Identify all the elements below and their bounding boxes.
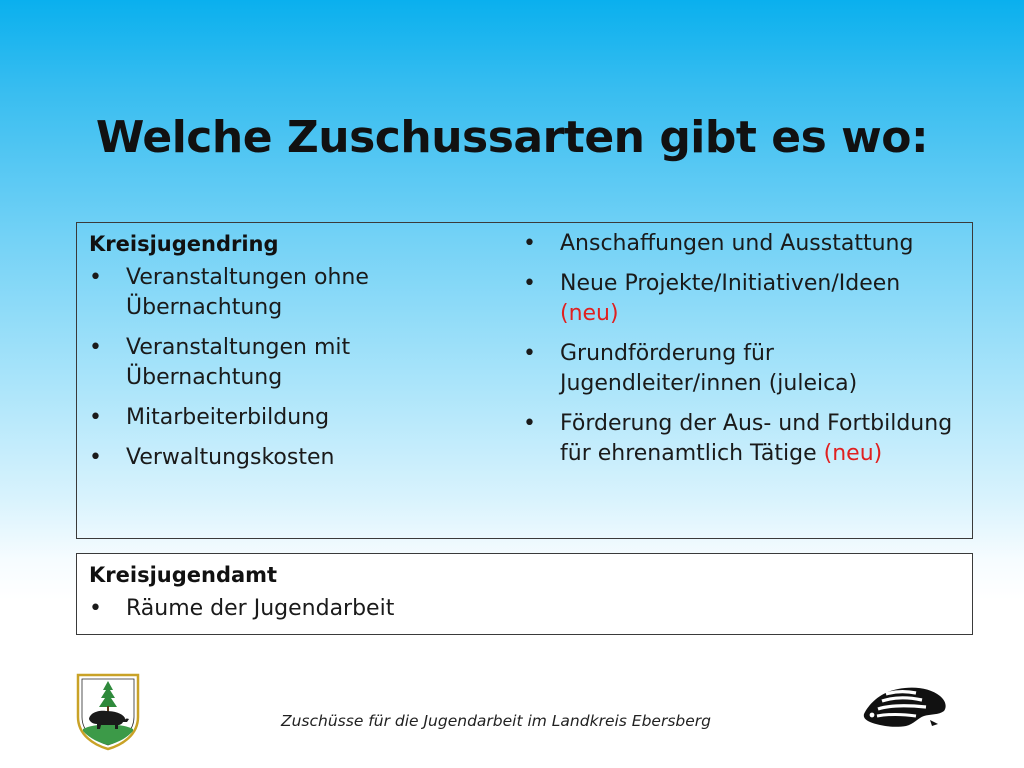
kreisjugendring-box bbox=[76, 222, 973, 539]
list-item bbox=[523, 269, 963, 329]
bullet-dot: • bbox=[523, 411, 536, 436]
list-item-text: Grundförderung für Jugendleiter/innen (juleica) bbox=[560, 341, 858, 396]
kreisjugendring-heading: Kreisjugendring bbox=[89, 232, 279, 256]
bullet-dot: • bbox=[523, 341, 536, 366]
new-tag: (neu) bbox=[560, 301, 619, 326]
slide-title: Welche Zuschussarten gibt es wo: bbox=[95, 112, 929, 163]
list-item bbox=[89, 333, 489, 393]
kreisjugendamt-list bbox=[89, 594, 489, 624]
kreisjugendamt-box bbox=[76, 553, 973, 635]
bullet-dot: • bbox=[89, 445, 102, 470]
list-item bbox=[89, 594, 489, 624]
list-item bbox=[523, 229, 963, 259]
list-item bbox=[89, 263, 489, 323]
kreisjugendring-left-list bbox=[89, 263, 489, 473]
list-item bbox=[89, 403, 489, 433]
list-item-text: Verwaltungskosten bbox=[126, 445, 335, 470]
list-item-text: Neue Projekte/Initiativen/Ideen bbox=[560, 271, 901, 296]
slide-footer: Zuschüsse für die Jugendarbeit im Landkreis Ebersberg bbox=[280, 712, 711, 730]
kreisjugendring-right-column bbox=[523, 229, 963, 479]
new-tag: (neu) bbox=[823, 441, 883, 466]
bullet-dot: • bbox=[523, 231, 536, 256]
list-item bbox=[523, 339, 963, 399]
bullet-dot: • bbox=[523, 271, 536, 296]
list-item-text: Veranstaltungen ohne Übernachtung bbox=[126, 265, 369, 320]
list-item-text: Förderung der Aus- und Fortbildung für ehrenamtlich Tätige bbox=[560, 411, 953, 466]
list-item bbox=[523, 409, 963, 469]
kreisjugendamt-heading: Kreisjugendamt bbox=[89, 563, 278, 587]
list-item-text: Räume der Jugendarbeit bbox=[126, 596, 395, 621]
list-item-text: Mitarbeiterbildung bbox=[126, 405, 330, 430]
bullet-dot: • bbox=[89, 405, 102, 430]
bullet-dot: • bbox=[89, 265, 102, 290]
bullet-dot: • bbox=[89, 596, 102, 621]
bullet-dot: • bbox=[89, 335, 102, 360]
list-item-text: Veranstaltungen mit Übernachtung bbox=[126, 335, 351, 390]
list-item-text: Anschaffungen und Ausstattung bbox=[560, 231, 914, 256]
kreisjugendamt-column bbox=[89, 560, 489, 634]
kreisjugendring-right-list bbox=[523, 229, 963, 469]
list-item bbox=[89, 443, 489, 473]
kreisjugendring-left-column bbox=[89, 229, 489, 483]
